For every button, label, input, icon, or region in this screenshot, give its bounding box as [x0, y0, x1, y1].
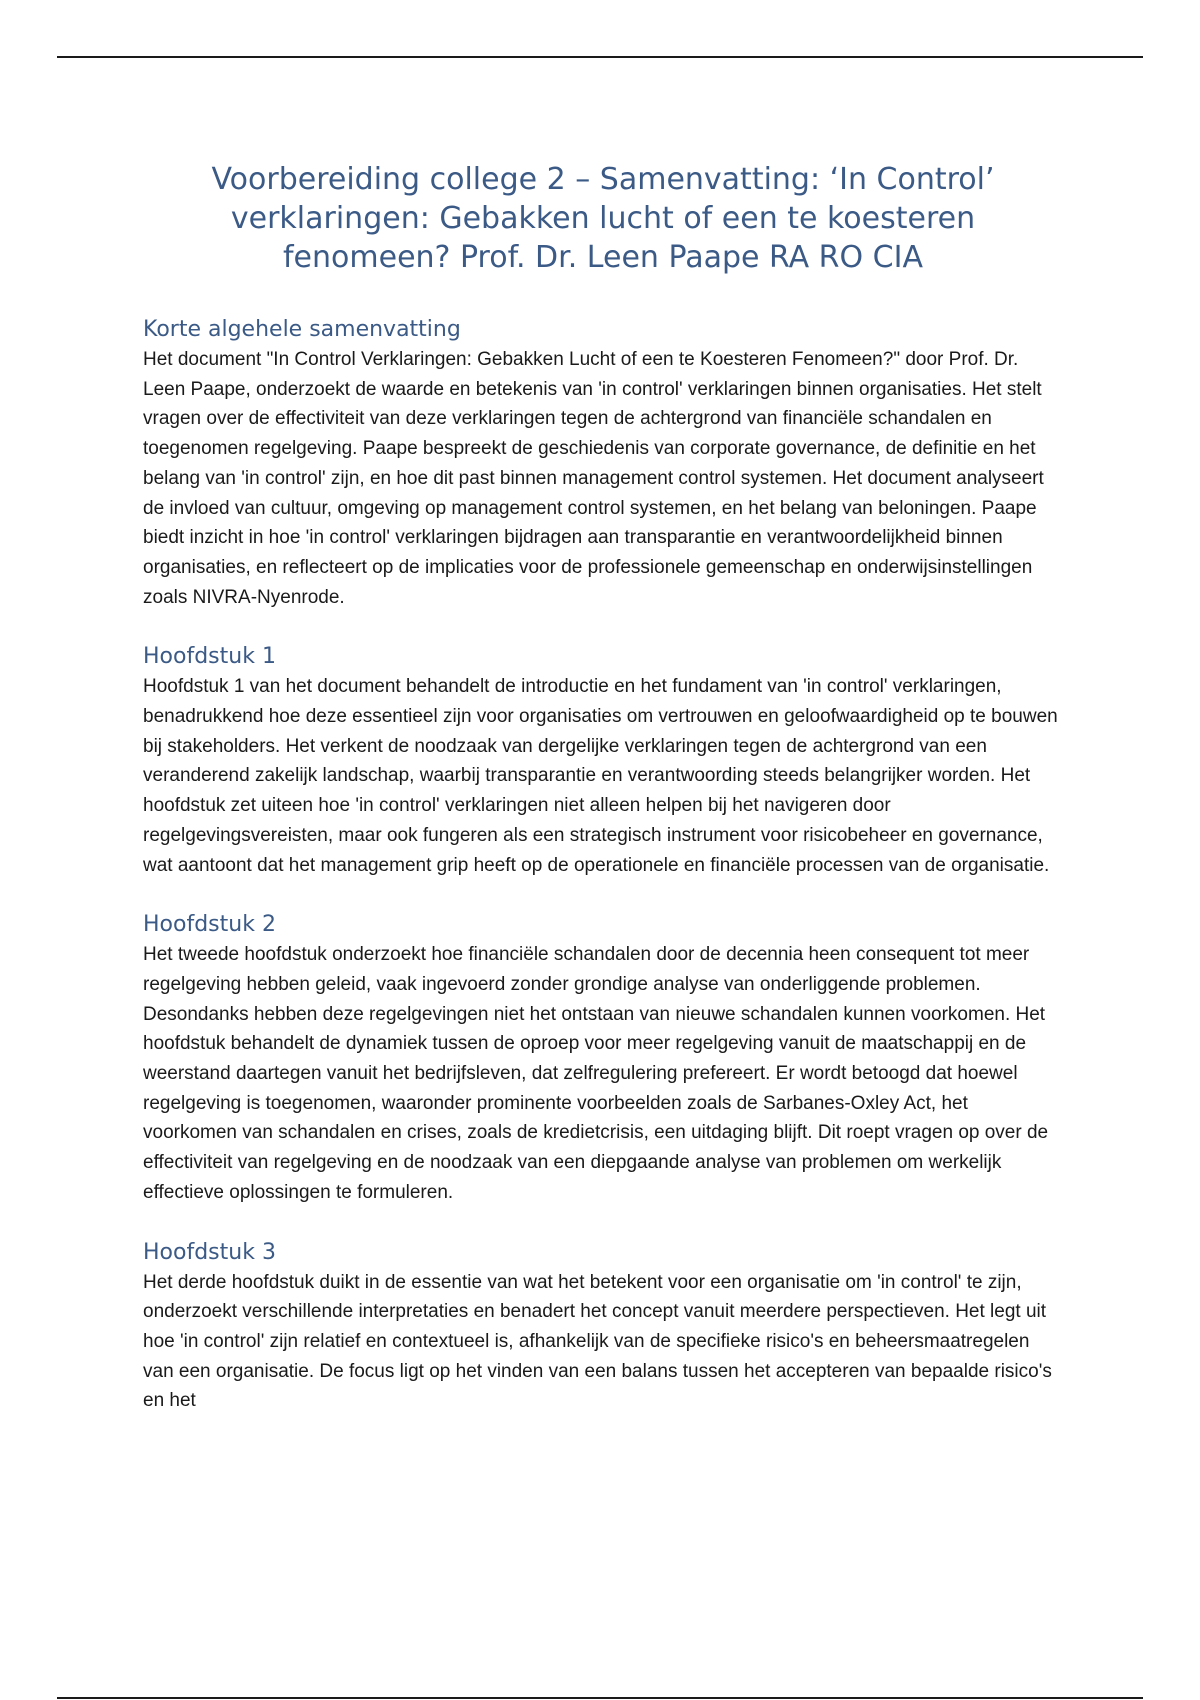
section-chapter-3	[143, 1238, 1063, 1417]
section-heading: Hoofdstuk 3	[143, 1239, 276, 1265]
section-summary	[143, 315, 1063, 612]
document-title: Voorbereiding college 2 – Samenvatting: ‘In Control’ verklaringen: Gebakken lucht of een te koesteren fenomeen? Prof. Dr. Leen Paape RA RO CIA	[211, 162, 995, 275]
section-paragraph: Het tweede hoofdstuk onderzoekt hoe financiële schandalen door de decennia heen consequent tot meer regelgeving hebben geleid, vaak ingevoerd zonder grondige analyse van onderliggende problemen. Desondanks hebben deze regelgevingen niet het ontstaan van nieuwe schandalen kunnen voorkomen. Het hoofdstuk behandelt de dynamiek tussen de oproep voor meer regelgeving vanuit de maatschappij en de weerstand daartegen vanuit het bedrijfsleven, dat zelfregulering prefereert. Er wordt betoogd dat hoewel regelgeving is toegenomen, waaronder prominente voorbeelden zoals de Sarbanes-Oxley Act, het voorkomen van schandalen en crises, zoals de kredietcrisis, een uitdaging blijft. Dit roept vragen op over de effectiviteit van regelgeving en de noodzaak van een diepgaande analyse van problemen om werkelijk effectieve oplossingen te formuleren.	[143, 944, 1049, 1203]
section-paragraph: Het document "In Control Verklaringen: Gebakken Lucht of een te Koesteren Fenomeen?" door Prof. Dr. Leen Paape, onderzoekt de waarde en betekenis van 'in control' verklaringen binnen organisaties. Het stelt vragen over de effectiviteit van deze verklaringen tegen de achtergrond van financiële schandalen en toegenomen regelgeving. Paape bespreekt de geschiedenis van corporate governance, de definitie en het belang van 'in control' zijn, en hoe dit past binnen management control systemen. Het document analyseert de invloed van cultuur, omgeving op management control systemen, en het belang van beloningen. Paape biedt inzicht in hoe 'in control' verklaringen bijdragen aan transparantie en verantwoordelijkheid binnen organisaties, en reflecteert op de implicaties voor de professionele gemeenschap en onderwijsinstellingen zoals NIVRA-Nyenrode.	[143, 349, 1044, 608]
section-chapter-1	[143, 642, 1063, 880]
top-rule	[57, 56, 1143, 58]
section-heading: Hoofdstuk 2	[143, 912, 276, 938]
section-heading: Korte algehele samenvatting	[143, 317, 461, 342]
document-page	[143, 160, 1063, 1446]
section-heading: Hoofdstuk 1	[143, 644, 276, 670]
section-chapter-2	[143, 910, 1063, 1207]
bottom-rule	[57, 1697, 1143, 1699]
section-paragraph: Het derde hoofdstuk duikt in de essentie van wat het betekent voor een organisatie om 'in control' te zijn, onderzoekt verschillende interpretaties en benadert het concept vanuit meerdere perspectieven. Het legt uit hoe 'in control' zijn relatief en contextueel is, afhankelijk van de specifieke risico's en beheersmaatregelen van een organisatie. De focus ligt op het vinden van een balans tussen het accepteren van bepaalde risico's en het	[143, 1271, 1052, 1412]
section-paragraph: Hoofdstuk 1 van het document behandelt de introductie en het fundament van 'in control' verklaringen, benadrukkend hoe deze essentieel zijn voor organisaties om vertrouwen en geloofwaardigheid op te bouwen bij stakeholders. Het verkent de noodzaak van dergelijke verklaringen tegen de achtergrond van een veranderend zakelijk landschap, waarbij transparantie en verantwoording steeds belangrijker worden. Het hoofdstuk zet uiteen hoe 'in control' verklaringen niet alleen helpen bij het navigeren door regelgevingsvereisten, maar ook fungeren als een strategisch instrument voor risicobeheer en governance, wat aantoont dat het management grip heeft op de operationele en financiële processen van de organisatie.	[143, 676, 1058, 876]
